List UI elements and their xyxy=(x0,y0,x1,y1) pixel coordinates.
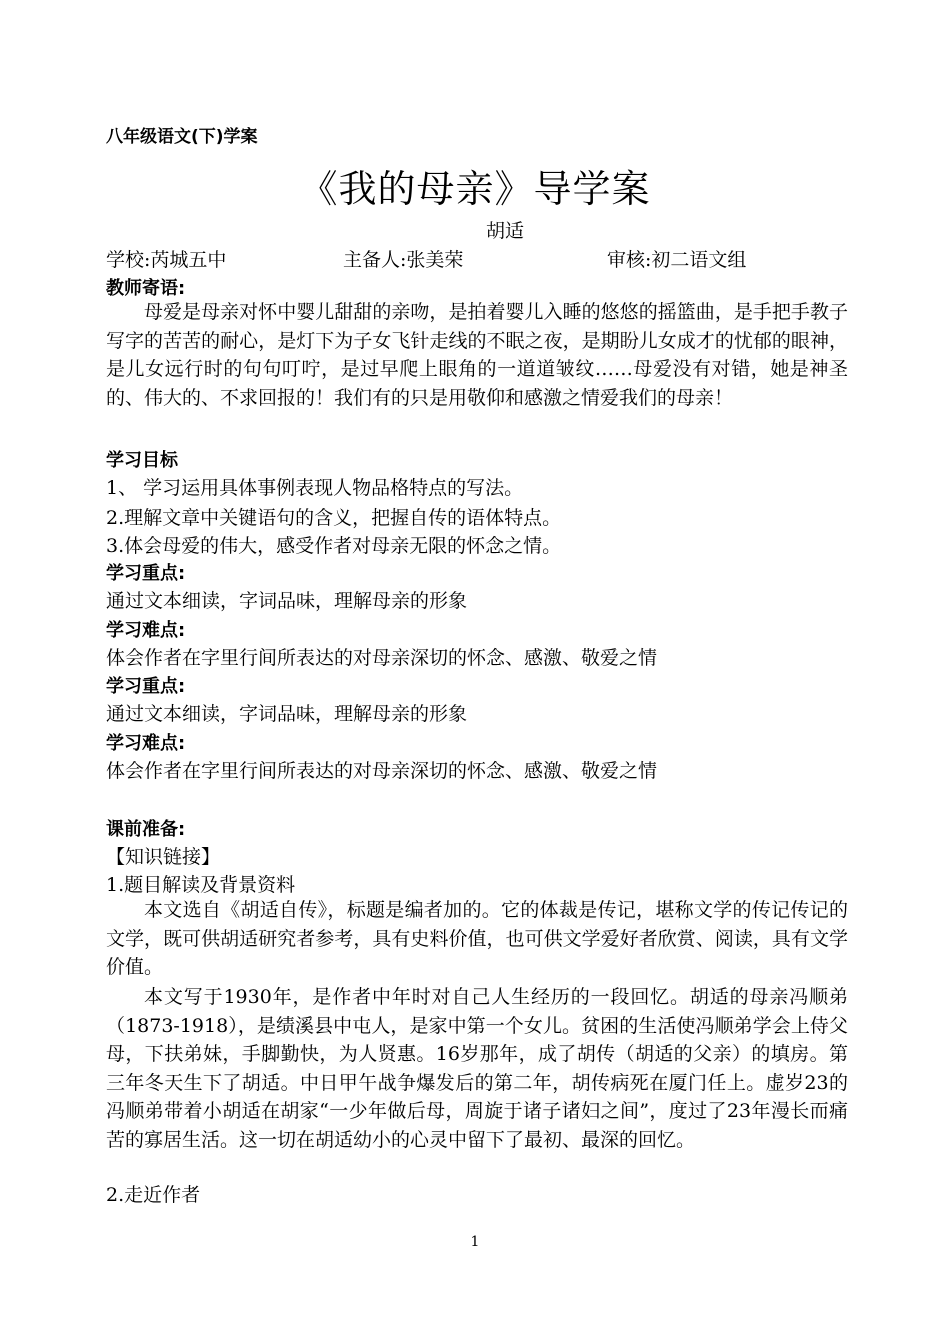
goal-item: 3.体会母爱的伟大，感受作者对母亲无限的怀念之情。 xyxy=(106,535,562,557)
teacher-message-label: 教师寄语: xyxy=(106,278,186,299)
difficulty-label: 学习难点: xyxy=(106,733,186,754)
focus-label: 学习重点: xyxy=(106,676,186,697)
course-header: 八年级语文(下)学案 xyxy=(106,127,258,147)
section-title: 2.走近作者 xyxy=(106,1184,201,1206)
focus-label: 学习重点: xyxy=(106,563,186,584)
page-title: 《我的母亲》导学案 xyxy=(299,167,651,211)
page-number: 1 xyxy=(470,1234,480,1250)
school-info: 学校:芮城五中 xyxy=(106,249,227,271)
background-paragraph: 本文写于1930年，是作者中年时对自己人生经历的一段回忆。胡适的母亲冯顺弟（1873-1918），是绩溪县中屯人，是家中第一个女儿。贫困的生活使冯顺弟学会上侍父母，下扶弟妹，手脚勤快，为人贤惠。16岁那年，成了胡传（胡适的父亲）的填房。第三年冬天生下了胡适。中日甲午战争爆发后的第二年，胡传病死在厦门任上。虚岁23的冯顺弟带着小胡适在胡家“一少年做后母，周旋于诸子诸妇之间”，度过了23年漫长而痛苦的寡居生活。这一切在胡适幼小的心灵中留下了最初、最深的回忆。 xyxy=(106,986,848,1151)
knowledge-link-title: 【知识链接】 xyxy=(106,846,221,868)
author-name: 胡适 xyxy=(485,220,524,242)
reviewer-info: 审核:初二语文组 xyxy=(607,249,747,271)
difficulty-label: 学习难点: xyxy=(106,620,186,641)
preparer-info: 主备人:张美荣 xyxy=(343,249,464,271)
prep-label: 课前准备: xyxy=(106,819,186,840)
focus-text: 通过文本细读，字词品味，理解母亲的形象 xyxy=(106,703,468,725)
background-paragraph: 本文选自《胡适自传》，标题是编者加的。它的体裁是传记，堪称文学的传记传记的文学，既可供胡适研究者参考，具有史料价值，也可供文学爱好者欣赏、阅读，具有文学价值。 xyxy=(106,899,848,978)
difficulty-text: 体会作者在字里行间所表达的对母亲深切的怀念、感激、敬爱之情 xyxy=(106,647,658,669)
goal-item: 1、 学习运用具体事例表现人物品格特点的写法。 xyxy=(106,477,524,499)
focus-text: 通过文本细读，字词品味，理解母亲的形象 xyxy=(106,590,468,612)
section-title: 1.题目解读及背景资料 xyxy=(106,874,296,896)
goals-label: 学习目标 xyxy=(106,450,178,471)
difficulty-text: 体会作者在字里行间所表达的对母亲深切的怀念、感激、敬爱之情 xyxy=(106,760,658,782)
goal-item: 2.理解文章中关键语句的含义，把握自传的语体特点。 xyxy=(106,507,562,529)
teacher-message-text: 母爱是母亲对怀中婴儿甜甜的亲吻，是拍着婴儿入睡的悠悠的摇篮曲，是手把手教子写字的苦苦的耐心，是灯下为子女飞针走线的不眠之夜，是期盼儿女成才的忧郁的眼神，是儿女远行时的句句叮咛，是过早爬上眼角的一道道皱纹……母爱没有对错，她是神圣的、伟大的、不求回报的！我们有的只是用敬仰和感激之情爱我们的母亲！ xyxy=(106,301,848,409)
